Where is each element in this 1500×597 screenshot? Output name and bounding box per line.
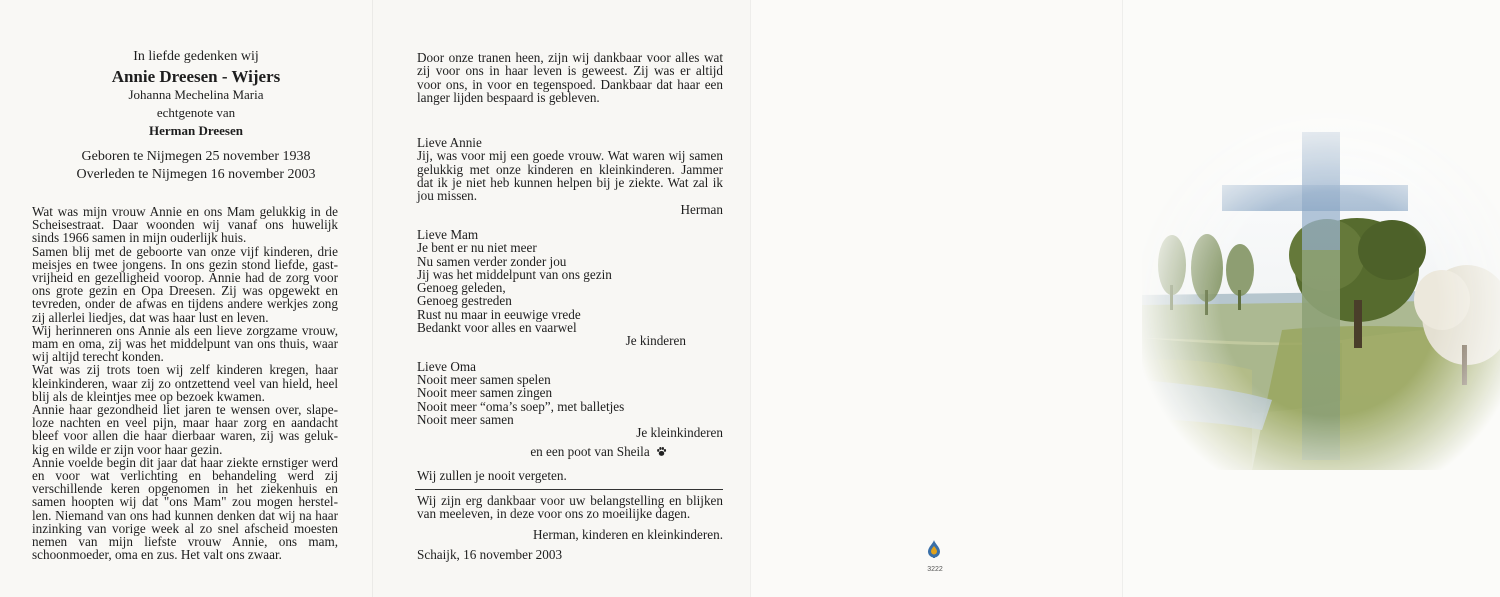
oma-line: Nooit meer samen [417, 411, 514, 427]
mam-line: Jij was het middelpunt van ons gezin [417, 266, 612, 282]
death-line: Overleden te Nijmegen 16 november 2003 [76, 167, 316, 182]
intro-line: In liefde gedenken wij [133, 49, 259, 64]
paw-text: en een poot van Sheila [530, 444, 650, 460]
logo-number: 3222 [927, 566, 943, 573]
oma-greeting: Lieve Oma [417, 358, 476, 374]
left-panel [0, 0, 372, 597]
farewell-texts [417, 51, 723, 561]
mam-greeting: Lieve Mam [417, 226, 479, 242]
given-names: Johanna Mechelina Maria [128, 87, 264, 102]
mam-block [417, 228, 723, 348]
thanks-text: Wij zijn erg dankbaar voor uw belangstelling en blijken van meeleven, in deze voor ons zo moeilijke dagen. [417, 493, 723, 522]
back-panel [750, 0, 1122, 597]
mam-line: Je bent er nu niet meer [417, 240, 537, 256]
annie-signature: Herman [680, 201, 723, 217]
header-block [30, 48, 362, 184]
story-paragraph: Wat was zij trots toen wij zelf kinderen kregen, haar kleinkinderen, waar zij zo ontzettend veel van hield, heel blij als de kleintjes mee op bezoek kwamen. [32, 362, 338, 404]
fold-line [750, 0, 751, 597]
story-paragraph: Wat was mijn vrouw Annie en ons Mam gelukkig in de Scheisestraat. Daar woonden wij vanaf ons huwelijk sinds 1966 samen in mijn ouderlijk huis. [32, 204, 338, 246]
oma-signature: Je kleinkinderen [636, 425, 723, 441]
life-story [32, 205, 338, 561]
spouse-name: Herman Dreesen [149, 123, 243, 138]
paw-print-icon [656, 446, 667, 457]
closing-line: Wij zullen je nooit vergeten. [417, 467, 567, 483]
oma-block [417, 360, 723, 459]
deceased-name: Annie Dreesen - Wijers [111, 67, 281, 86]
oma-line: Nooit meer samen spelen [417, 371, 551, 387]
opening-text: Door onze tranen heen, zijn wij dankbaar voor alles wat zij voor ons in haar leven is geweest. Zij was er altijd voor ons, in voor en tegenspoed. Dankbaar dat haar een langer lijden bespaard is gebleven. [417, 50, 723, 105]
oma-line: Nooit meer “oma’s soep”, met balletjes [417, 398, 625, 414]
mam-line: Rust nu maar in eeuwige vrede [417, 306, 581, 322]
thanks-signature: Herman, kinderen en kleinkinderen. [532, 526, 723, 542]
annie-block [417, 136, 723, 216]
story-paragraph: Annie haar gezondheid liet jaren te wensen over, slape-loze nachten en veel pijn, maar haar zorg en aandacht bleef voor allen die haar dierbaar waren, zij was geluk-kig en wilde er zijn voor haar gezin. [32, 402, 338, 457]
divider [415, 489, 723, 490]
story-paragraph: Wij herinneren ons Annie als een lieve zorgzame vrouw, mam en oma, zij was het middelpunt van ons thuis, waar wij altijd terecht konden. [32, 322, 338, 365]
annie-text: Jij, was voor mij een goede vrouw. Wat waren wij samen gelukkig met onze kinderen en kleinkinderen. Jammer dat ik je niet heb kunnen helpen bij je ziekte. Wat zal ik jou missen. [417, 148, 723, 204]
story-paragraph: Samen blij met de geboorte van onze vijf kinderen, drie meisjes en twee jongens. In ons gezin stond liefde, gast-vrijheid en gezelligheid voorop. Annie had de zorg voor ons grote gezin en Opa Dreesen. Zij was opgewekt en tevreden, onder de afwas en tijdens andere werkjes zong zij allerlei liedjes, dat was haar lust en leven. [32, 243, 338, 325]
mam-line: Bedankt voor alles en vaarwel [417, 320, 577, 336]
paw-line [417, 445, 667, 458]
mam-line: Genoeg geleden, [417, 280, 506, 296]
cross-over-river-landscape-image [1142, 100, 1500, 470]
printer-drop-logo-icon [926, 540, 942, 558]
fold-line [372, 0, 373, 597]
oma-line: Nooit meer samen zingen [417, 385, 553, 401]
fold-line [1122, 0, 1123, 597]
mam-line: Nu samen verder zonder jou [417, 253, 567, 269]
spouse-label: echtgenote van [156, 105, 236, 120]
place-date: Schaijk, 16 november 2003 [417, 546, 563, 562]
annie-greeting: Lieve Annie [417, 135, 482, 151]
mam-signature: Je kinderen [625, 333, 686, 349]
birth-line: Geboren te Nijmegen 25 november 1938 [81, 149, 311, 164]
mam-line: Genoeg gestreden [417, 293, 512, 309]
cover-panel [1122, 0, 1500, 597]
middle-panel [372, 0, 750, 597]
story-paragraph: Annie voelde begin dit jaar dat haar ziekte ernstiger werd en voor wat verlichting en behandeling werd zij verschillende keren opgenomen in het ziekenhuis en samen hoopten wij dat "ons Mam" zou mogen herstel-len. Niemand van ons had kunnen denken dat wij na haar inzinking van vorige week al zo snel afscheid moesten nemen van mijn liefste vrouw Annie, ons mam, schoonmoeder, oma en zus. Het valt ons zwaar. [32, 454, 338, 563]
